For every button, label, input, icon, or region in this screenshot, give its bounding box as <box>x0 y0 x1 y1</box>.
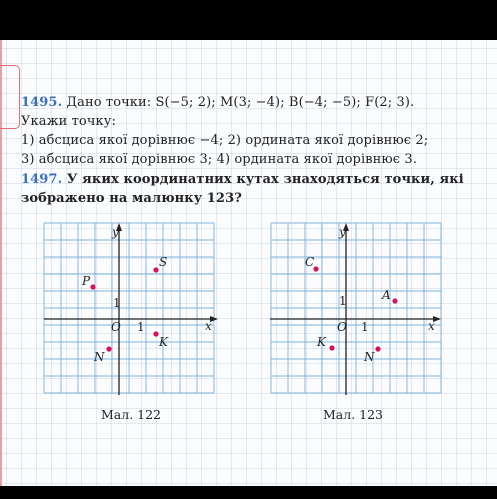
figure-123-unit-x: 1 <box>361 320 369 334</box>
figure-123-label-a: A <box>382 288 391 302</box>
figure-123-point-a <box>392 298 397 303</box>
figure-122-x-label: x <box>205 319 212 333</box>
figure-123-unit-y: 1 <box>339 294 347 308</box>
figure-122-caption: Мал. 122 <box>101 407 161 422</box>
figure-123-point-k <box>329 345 334 350</box>
figure-122-label-p: P <box>82 274 91 288</box>
figure-123-label-c: C <box>305 255 315 269</box>
task-1497-line-2: зображено на малюнку 123? <box>21 191 242 206</box>
figure-122-unit-y: 1 <box>113 296 121 310</box>
figure-123-y-label: y <box>339 225 346 239</box>
task-1495-line-3: 1) абсциса якої дорівнює −4; 2) ордината якої дорівнює 2; <box>21 133 429 148</box>
task-1497-text: У яких координатних кутах знаходяться точки, які <box>66 172 464 187</box>
task-1495-text: Дано точки: S(−5; 2); M(3; −4); B(−4; −5); F(2; 3). <box>66 95 415 110</box>
figure-123-point-n <box>375 346 380 351</box>
figure-123-caption: Мал. 123 <box>323 407 383 422</box>
figure-122-origin: O <box>111 320 121 334</box>
figure-122-y-label: y <box>112 225 119 239</box>
figure-123-label-k: K <box>317 335 326 349</box>
figure-123-x-label: x <box>428 319 435 333</box>
figure-122-unit-x: 1 <box>137 320 145 334</box>
figure-122-label-k: K <box>159 335 168 349</box>
task-1495-number: 1495. <box>21 95 63 110</box>
task-1497-number: 1497. <box>21 172 63 187</box>
figure-123-origin: O <box>337 320 347 334</box>
figure-123-label-n: N <box>364 350 375 364</box>
figure-123-axes <box>270 223 441 395</box>
task-1495-line-2: Укажи точку: <box>21 114 116 129</box>
figure-122-label-s: S <box>159 255 168 269</box>
task-1495-line-4: 3) абсциса якої дорівнює 3; 4) ордината якої дорівнює 3. <box>21 152 418 167</box>
figure-123-grid <box>271 223 441 393</box>
figure-122-label-n: N <box>94 350 105 364</box>
